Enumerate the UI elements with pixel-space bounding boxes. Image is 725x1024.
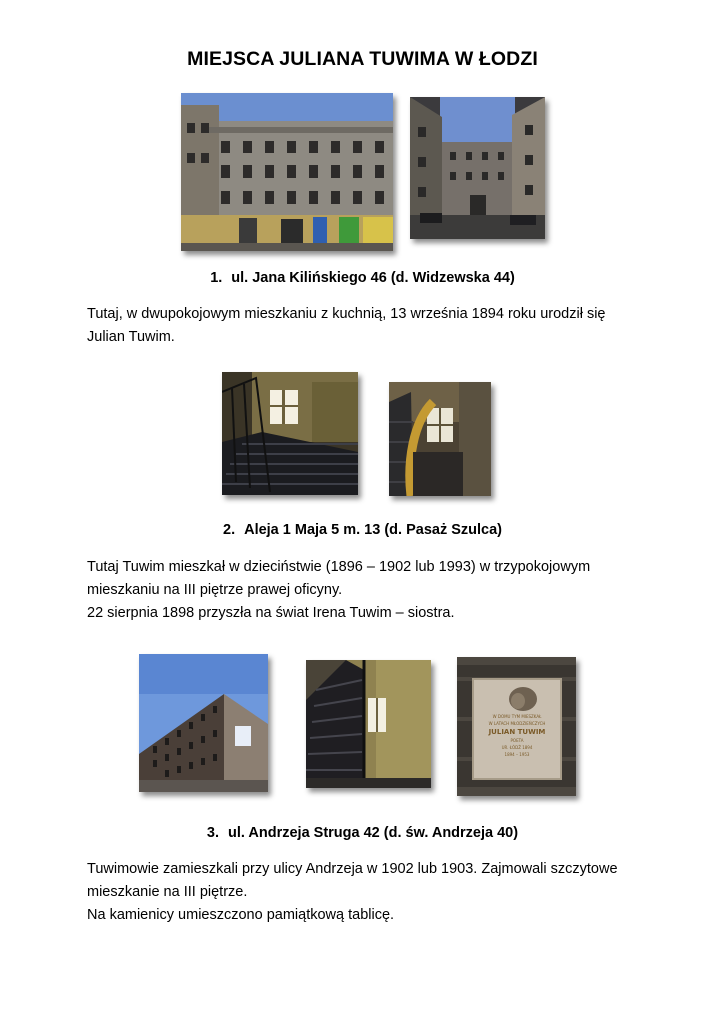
plaque-line: W LATACH MŁODZIEŃCZYCH — [488, 721, 546, 726]
photo-struga-staircase — [306, 660, 431, 788]
plaque-line: POETA — [510, 738, 524, 743]
photo-struga-building — [139, 654, 268, 792]
photo-staircase-window — [222, 372, 358, 495]
plaque-inscription — [473, 713, 561, 758]
paragraph-line: mieszkaniu na III piętrze prawej oficyny. — [87, 582, 343, 598]
section-1-number: 1. — [210, 270, 223, 286]
photo-memorial-plaque — [457, 657, 576, 796]
section-3-title: ul. Andrzeja Struga 42 (d. św. Andrzeja 40) — [228, 825, 519, 841]
plaque-line: 1894 – 1953 — [504, 752, 530, 757]
paragraph-line: Tutaj, w dwupokojowym mieszkaniu z kuchnią, 13 września 1894 roku urodził się — [87, 306, 606, 322]
section-2-number: 2. — [223, 522, 236, 538]
section-3-number: 3. — [206, 825, 219, 841]
photo-kilinskiego-courtyard — [410, 97, 545, 239]
page-title: MIEJSCA JULIANA TUWIMA W ŁODZI — [187, 48, 538, 70]
paragraph-line: Tuwimowie zamieszkali przy ulicy Andrzeja w 1902 lub 1903. Zajmowali szczytowe — [87, 861, 618, 877]
section-3-text — [87, 858, 667, 927]
paragraph-line: 22 sierpnia 1898 przyszła na świat Irena Tuwim – siostra. — [87, 605, 455, 621]
section-1-text — [87, 303, 667, 349]
photo-staircase-railing — [389, 382, 491, 496]
photo-kilinskiego-facade — [181, 93, 393, 251]
paragraph-line: Tutaj Tuwim mieszkał w dzieciństwie (1896 – 1902 lub 1993) w trzypokojowym — [87, 559, 591, 575]
section-2-title: Aleja 1 Maja 5 m. 13 (d. Pasaż Szulca) — [244, 522, 502, 538]
section-1-heading — [0, 270, 725, 286]
paragraph-line: mieszkanie na III piętrze. — [87, 884, 248, 900]
paragraph-line: Julian Tuwim. — [87, 329, 175, 345]
plaque-line: W DOMU TYM MIESZKAŁ — [492, 714, 542, 719]
section-1-title: ul. Jana Kilińskiego 46 (d. Widzewska 44) — [231, 270, 515, 286]
plaque-line: UR. ŁÓDŹ 1894 — [501, 745, 533, 750]
section-3-heading — [0, 825, 725, 841]
section-2-heading — [0, 522, 725, 538]
plaque-name: JULIAN TUWIM — [488, 728, 546, 736]
paragraph-line: Na kamienicy umieszczono pamiątkową tablicę. — [87, 907, 395, 923]
section-2-text — [87, 556, 667, 625]
